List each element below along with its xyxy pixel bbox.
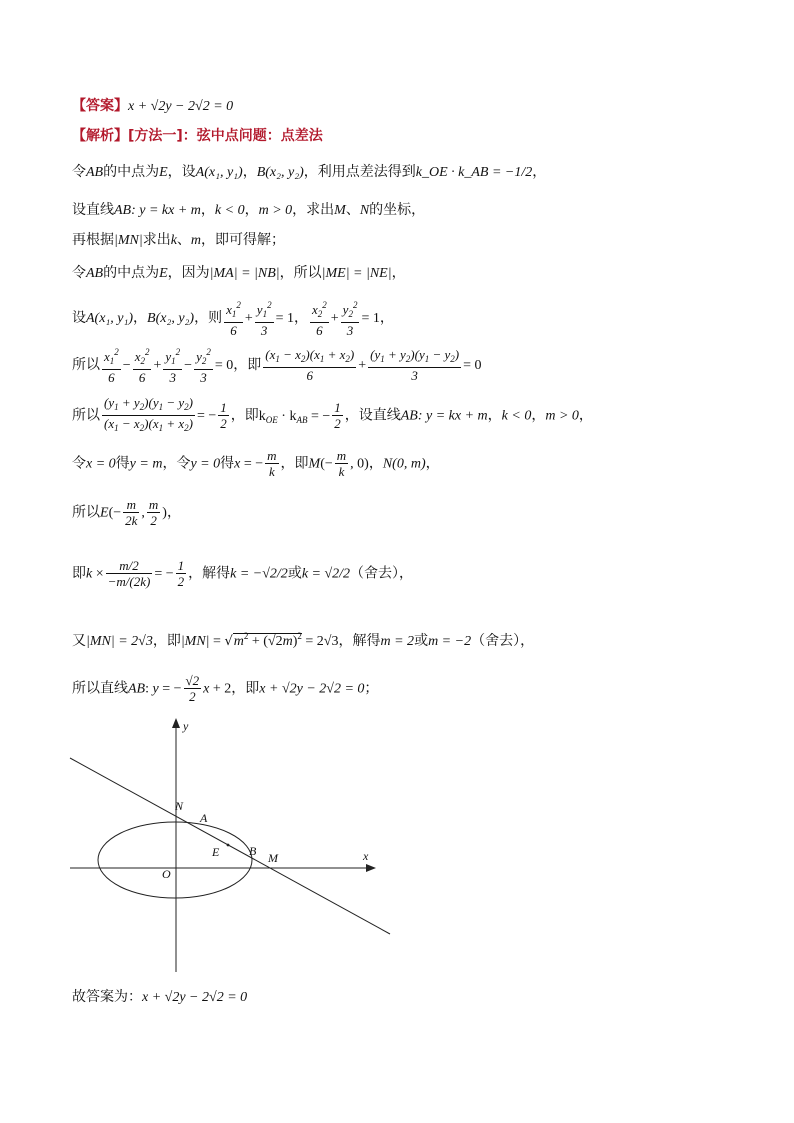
m: |MN| xyxy=(114,233,143,248)
t: 的中点为 xyxy=(103,265,160,281)
fraction: $\frac{y_1^2}{3}$ xyxy=(165,347,181,385)
t: ，即 xyxy=(230,407,259,424)
label-x: x xyxy=(363,849,369,863)
t: ， xyxy=(200,202,215,218)
m: E xyxy=(159,165,168,180)
m: A(x₁, y₁) xyxy=(195,165,243,180)
t: 、 xyxy=(345,202,360,218)
t: 、 xyxy=(176,232,191,248)
fraction: $\frac{1}{2}$ xyxy=(220,400,227,431)
m: x = 0 xyxy=(86,456,116,472)
t: 的中点为 xyxy=(103,164,160,180)
t: ，即 xyxy=(280,455,309,472)
m: N xyxy=(359,203,370,218)
fraction: $\frac{(y_1 + y_2)(y_1 - y_2)}{3}$ xyxy=(370,347,460,383)
analysis-heading xyxy=(72,127,323,145)
ellipse-figure xyxy=(60,710,400,985)
t: ，设直线 xyxy=(344,407,401,424)
line-ab xyxy=(70,758,390,934)
t: ，所以 xyxy=(279,265,322,281)
x-axis-arrow xyxy=(366,864,376,872)
m: |MA| = |NB| xyxy=(209,266,280,281)
fraction: $\frac{y_2^2}{3}$ xyxy=(342,300,358,338)
t: 令 xyxy=(72,455,86,472)
m: k_OE · k_AB = −1/2 xyxy=(415,165,533,180)
analysis-method: [方法一]：弦中点问题：点差法 xyxy=(128,128,323,144)
t: ， xyxy=(242,164,257,180)
fraction: $\frac{(x_1 - x_2)(x_1 + x_2)}{6}$ xyxy=(265,347,355,383)
fraction: $\frac{x_1^2}{6}$ xyxy=(226,300,241,338)
t: ， xyxy=(532,164,547,180)
t: 令 xyxy=(72,265,86,281)
fraction: $\frac{1}{2}$ xyxy=(177,558,185,589)
t: 再根据 xyxy=(72,232,114,248)
fraction: $\frac{m}{2}$ xyxy=(148,497,159,528)
label-y: y xyxy=(183,719,189,733)
final-answer-line xyxy=(72,988,247,1007)
t: 或 xyxy=(414,633,429,649)
m: k < 0 xyxy=(501,408,532,424)
line-9: 所以E(− $\frac{m}{2k}$ , $\frac{m}{2}$ )， xyxy=(72,497,181,528)
m: |ME| = |NE| xyxy=(321,266,392,281)
m: y = 0 xyxy=(190,456,221,472)
m: m = 2 xyxy=(380,634,415,649)
t: ，利用点差法得到 xyxy=(303,164,416,180)
t: ，即可得解； xyxy=(201,232,286,248)
label-o: O xyxy=(162,867,171,881)
t: ， xyxy=(133,310,148,326)
m: m > 0 xyxy=(545,408,579,424)
fraction: $\frac{y_2^2}{3}$ xyxy=(196,347,211,385)
t: ，即 xyxy=(152,633,181,649)
t: ， xyxy=(368,455,383,472)
t: ，解得 xyxy=(188,565,231,582)
fraction: $\frac{m}{2k}$ xyxy=(125,497,138,528)
line-10: 即k × $\frac{m/2}{-m/(2k)}$ = − $\frac{1}{2}$ ，解得k = −√2/2或k = √2/2（舍去）， xyxy=(72,558,414,589)
t: 设 xyxy=(72,310,86,326)
t: ， xyxy=(244,202,259,218)
m: B(x₂, y₂) xyxy=(147,311,195,326)
m: B(x₂, y₂) xyxy=(256,165,304,180)
m: k = √2/2 xyxy=(301,566,351,582)
answer-tag: 【答案】 xyxy=(72,98,128,114)
t: 即 xyxy=(72,565,86,582)
t: 求出 xyxy=(142,232,171,248)
m: k < 0 xyxy=(214,203,245,218)
m: m = −2 xyxy=(428,634,472,649)
m: AB xyxy=(86,165,104,180)
t: 所以 xyxy=(72,407,100,424)
label-a: A xyxy=(200,811,208,825)
t: ，令 xyxy=(162,455,191,472)
fraction: $\frac{x_2^2}{6}$ xyxy=(134,347,150,385)
t: 所以 xyxy=(72,504,100,521)
t: ，则 xyxy=(194,310,223,326)
m: A(x₁, y₁) xyxy=(86,311,134,326)
t: ， xyxy=(531,407,546,424)
final-formula: x + √2y − 2√2 = 0 xyxy=(142,990,248,1005)
line-12: 所以直线AB: y = − $\frac{√2}{2}$ x + 2，即x + √2y − 2√2 = 0； xyxy=(72,673,379,704)
line-1 xyxy=(72,163,546,182)
label-e: E xyxy=(212,845,220,859)
t: 设直线 xyxy=(72,202,114,218)
label-n: N xyxy=(175,799,184,813)
fraction: $\frac{√2}{2}$ xyxy=(185,673,200,704)
t: 得 xyxy=(220,455,235,472)
m: M xyxy=(334,203,346,218)
m: k = −√2/2 xyxy=(230,566,288,582)
line-7: 所以 $\frac{(y_1 + y_2)(y_1 - y_2)}{(x_1 - x_2)(x_1 + x_2)}$ = − $\frac{1}{2}$ ，即$k_{OE} \cdot k_{AB}$ = − $\frac{1}{2}$ ，设直线AB: y = kx + m，k < 0，m > 0， xyxy=(72,395,593,436)
m: E xyxy=(159,266,168,281)
line-5: 设A(x₁, y₁)，B(x₂, y₂)，则 $\frac{x_1^2}{6}$ + $\frac{y_1^2}{3}$ = 1， $\frac{x_2^2}{6}$ + $\frac{y_2^2}{3}$ = 1， xyxy=(72,300,394,338)
t: ； xyxy=(364,680,379,697)
fraction: $\frac{x_2^2}{6}$ xyxy=(311,300,327,338)
midpoint-e xyxy=(227,844,230,847)
label-m: M xyxy=(268,851,278,865)
final-label: 故答案为： xyxy=(72,989,142,1005)
line-2 xyxy=(72,201,425,220)
t: （舍去）， xyxy=(471,633,535,649)
t: ，设 xyxy=(167,164,196,180)
line-6: 所以 $\frac{x_1^2}{6}$ − $\frac{x_2^2}{6}$ + $\frac{y_1^2}{3}$ − $\frac{y_2^2}{3}$ = 0，即 $\frac{(x_1 - x_2)(x_1 + x_2)}{6}$ + $\frac{(y_1 + y_2)(y_1 - y_2)}{3}$ = 0 xyxy=(72,347,482,385)
m: y = m xyxy=(129,456,163,472)
t: ， xyxy=(487,407,502,424)
m: x + √2y − 2√2 = 0 xyxy=(259,681,365,697)
t: ，即 xyxy=(233,357,262,373)
m: AB: y = kx + m xyxy=(114,203,201,218)
t: 的坐标， xyxy=(369,202,426,218)
answer-formula: x + √2y − 2√2 = 0 xyxy=(128,99,234,114)
t: （舍去）， xyxy=(350,565,414,582)
m: k xyxy=(170,233,177,248)
y-axis-arrow xyxy=(172,718,180,728)
t: ，解得 xyxy=(338,633,381,649)
fraction: $\frac{y_1^2}{3}$ xyxy=(256,300,272,338)
m: N(0, m) xyxy=(382,456,426,472)
line-8: 令x = 0得y = m，令y = 0得x = − $\frac{m}{k}$ ，即M(− $\frac{m}{k}$ , 0)，N(0, m)， xyxy=(72,448,440,479)
t: ， xyxy=(578,407,593,424)
m: AB xyxy=(86,266,104,281)
fraction: $\frac{m}{k}$ xyxy=(336,448,347,479)
ellipse xyxy=(98,822,252,898)
t: ，因为 xyxy=(167,265,210,281)
fraction: $\frac{m}{k}$ xyxy=(267,448,277,479)
m: m > 0 xyxy=(258,203,293,218)
t: ，即 xyxy=(231,680,260,697)
t: ， xyxy=(425,455,440,472)
t: 又 xyxy=(72,633,86,649)
analysis-tag: 【解析】 xyxy=(72,128,128,144)
m: m xyxy=(190,233,202,248)
fraction: $\frac{x_1^2}{6}$ xyxy=(104,347,119,385)
m: AB: y = kx + m xyxy=(400,408,488,424)
t: ， xyxy=(391,265,406,281)
line-11: 又|MN| = 2√3，即$|MN| = √m^2 + (√2m)^2 = 2√3$，解得m = 2或m = −2（舍去）， xyxy=(72,631,535,649)
t: ， xyxy=(379,310,394,326)
t: 所以 xyxy=(72,357,100,373)
t: 或 xyxy=(287,565,302,582)
t: 令 xyxy=(72,164,86,180)
m: |MN| = 2√3 xyxy=(86,634,153,649)
t: ， xyxy=(293,310,308,326)
answer-line xyxy=(72,97,233,116)
fraction: $\frac{(y_1 + y_2)(y_1 - y_2)}{(x_1 - x_2)(x_1 + x_2)}$ xyxy=(104,395,193,433)
fraction: $\frac{1}{2}$ xyxy=(334,400,341,431)
fraction: $\frac{m/2}{-m/(2k)}$ xyxy=(107,558,151,589)
line-3 xyxy=(72,231,285,250)
t: 得 xyxy=(115,455,130,472)
label-b: B xyxy=(249,844,257,858)
t: ， xyxy=(166,504,181,521)
t: ，求出 xyxy=(292,202,335,218)
t: 所以直线 xyxy=(72,680,128,697)
line-4 xyxy=(72,264,406,283)
